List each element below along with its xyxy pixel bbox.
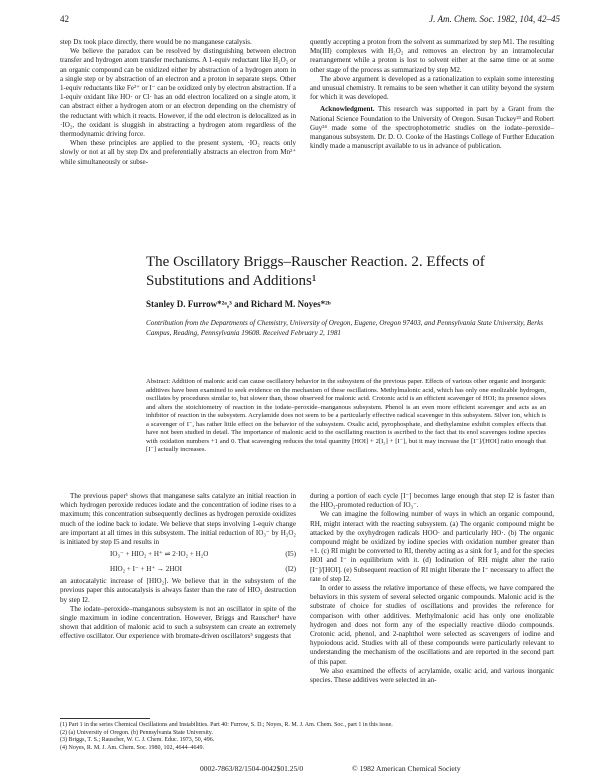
- copyright: © 1982 American Chemical Society: [352, 764, 461, 773]
- paragraph: during a portion of each cycle [I⁻] becomes large enough that step I2 is faster than the HIO₂-promoted reduction of IO₃⁻.: [310, 492, 554, 510]
- abstract-label: Abstract:: [146, 378, 171, 385]
- paragraph: When these principles are applied to the present system, ·IO₂ reacts only slowly or not at all by step Dx and preferentially abstracts an electron from Mn²⁺ while simultaneously or subse-: [60, 139, 296, 166]
- equation-number: (I5): [285, 550, 296, 559]
- body-right-column: [310, 492, 554, 685]
- footnote: (2) (a) University of Oregon. (b) Pennsylvania State University.: [60, 729, 213, 736]
- paragraph: We also examined the effects of acrylamide, oxalic acid, and various inorganic species. These additives were selected in an-: [310, 666, 554, 685]
- page-footer: [60, 764, 554, 774]
- equation-number: (I2): [285, 565, 296, 574]
- acknowledgment-text: This research was supported in part by a Grant from the National Science Foundation to the University of Oregon. Susan Tuckey²³ and Robert Guy²⁴ made some of the spectrophotometric studies on the iodate–peroxide–manganous subsystem. Dr. D. O. Cooke of the Hastings College of Further Education kindly made a manuscript available to us in advance of publication.: [310, 105, 554, 151]
- abstract: [146, 378, 546, 455]
- article-code: 0002-7863/82/1504-0042$01.25/0: [200, 764, 304, 773]
- paragraph: an autocatalytic increase of [HIO₂]. We believe that in the subsystem of the previous paper this autocatalysis is always faster than the rate of HIO₂ destruction by step I2.: [60, 577, 296, 604]
- paragraph: We can imagine the following number of ways in which an organic compound, RH, might interact with the reacting subsystem. (a) The organic compound might be attacked by the oxyhydrogen radicals HOO· and particularly HO·. (b) The organic compound might be oxidized by iodine species with oxidation number greater than +1. (c) RI might be converted to RI, thereby acting as a sink for I₂ and for the species HOI and I⁻ in equilibrium with it. (d) Iodination of RH might alter the ratio [I⁻]/[HOI]. (e) Subsequent reaction of RI might liberate the I⁻ necessary to affect the rate of step I2.: [310, 510, 554, 583]
- paragraph: step Dx took place directly, there would be no manganese catalysis.: [60, 38, 252, 46]
- paragraph: The previous paper¹ shows that manganese salts catalyze an initial reaction in which hydrogen peroxide reduces iodate and the concentration of iodine rises to a maximum; this concentration subsequently declines as hydrogen peroxide oxidizes much of the iodine back to iodate. We believe that steps involving 1-equiv change are important at all times in this subsystem. The initial reduction of IO₃⁻ by H₂O₂ is initiated by step I5 and results in: [60, 492, 296, 547]
- paragraph: quently accepting a proton from the solvent as summarized by step M1. The resulting Mn(III) complexes with H₂O₂ and removes an electron by an intramolecular rearrangement while a proton is lost to solvent either at the same time or at some other stage of the process as summarized by step M2.: [310, 38, 554, 74]
- running-header: [60, 14, 560, 28]
- footnote: (4) Noyes, R. M. J. Am. Chem. Soc. 1980, 102, 4644–4649.: [60, 744, 204, 751]
- acknowledgment-label: Acknowledgment.: [320, 105, 375, 114]
- article-title-line: The Oscillatory Briggs–Rauscher Reaction. 2. Effects of: [146, 254, 485, 270]
- equation-formula: IO₃⁻ + HIO₂ + H⁺ ⇌ 2·IO₂ + H₂O: [110, 550, 209, 559]
- article-authors: Stanley D. Furrow*²ᵃ,³ and Richard M. Noyes*²ᵇ: [146, 299, 331, 309]
- paragraph: We believe the paradox can be resolved by distinguishing between electron transfer and hydrogen atom transfer mechanisms. A 1-equiv reductant like H₂O₂ or an organic compound can be oxidized either by abstraction of a hydrogen atom in a single step or by abstraction of an electron and a proton in separate steps. Other 1-equiv reductants like Fe²⁺ or I⁻ can be oxidized only by electron abstraction. If a 1-equiv oxidant like HO· or Cl· has an odd electron localized on a single atom, it can abstract either a hydrogen atom or an electron depending on the chemistry of the reductant with which it reacts. However, if the odd electron is delocalized as in ·IO₂, the oxidant is sluggish in abstracting a hydrogen atom regardless of the thermodynamic driving force.: [60, 47, 296, 139]
- footnotes: [60, 722, 393, 752]
- footnote: (1) Part 1 in the series Chemical Oscillations and Instabilities. Part 40: Furrow, S. D.; Noyes, R. M. J. Am. Chem. Soc., part 1 in this issue.: [60, 722, 393, 728]
- journal-citation: J. Am. Chem. Soc. 1982, 104, 42–45: [429, 14, 560, 24]
- paragraph: The iodate–peroxide–manganous subsystem is not an oscillator in spite of the single maximum in iodine concentration. However, Briggs and Rauscher⁴ have shown that addition of malonic acid to such a subsystem can create an extremely effective oscillator. Our experience with bromate-driven oscillators⁵ suggests that: [60, 604, 296, 641]
- footnote: (3) Briggs, T. S.; Rauscher, W. C. J. Chem. Educ. 1973, 50, 496.: [60, 737, 215, 744]
- equation-i5: [60, 547, 296, 562]
- equation-formula: HIO₂ + I⁻ + H⁺ → 2HOI: [110, 565, 182, 574]
- body-left-column: [60, 492, 296, 642]
- paragraph: The above argument is developed as a rationalization to explain some interesting and unusual chemistry. It remains to be seen whether it can utility beyond the system for which it was developed.: [310, 74, 554, 102]
- acknowledgment: [310, 105, 554, 151]
- page-number: 42: [60, 14, 69, 24]
- footnote-divider: [60, 718, 150, 719]
- paragraph: In order to assess the relative importance of these effects, we have compared the behaviors in this system of several selected organic compounds. Malonic acid is the substrate of choice for studies of oscillations and provides the reference for comparison with other additives. Methylmalonic acid has only one enolizable hydrogen and does not form any of the especially reactive diiodo compounds. Crotonic acid, phenol, and 2-naphthol were selected as scavengers of iodine and hypoiodous acid. Studies with all of these compounds were particularly relevant to understanding the mechanism of the oscillations and are reported in the second part of this paper.: [310, 584, 554, 666]
- contribution-affiliation: Contribution from the Departments of Chemistry, University of Oregon, Eugene, Oregon 97403, and Pennsylvania State University, Berks Campus, Reading, Pennsylvania 19608. Received February 2, 1981: [146, 319, 544, 337]
- equation-i2: [60, 562, 296, 577]
- previous-article-right-column: [310, 38, 554, 151]
- article-title: [146, 253, 546, 291]
- article-title-line: Substitutions and Additions¹: [146, 273, 317, 289]
- abstract-text: Addition of malonic acid can cause oscillatory behavior in the subsystem of the previous paper. Effects of various other organic and inorganic additives have been examined to seek evidence on the mechanism of these oscillations. Methylmalonic acid, which has only one enolizable hydrogen, oscillates by procedures similar to, but slower than, those observed for malonic acid. Crotonic acid is an efficient scavenger of HOI; its presence slows and alters the stoichiometry of reaction in the iodate–peroxide–manganous subsystem. Phenol is an even more efficient scavenger and acts as an inhibitor of reaction in the subsystem. Acrylamide does not seem to be a particularly effective radical scavenger in this subsystem. Silver ion, which is a scavenger of I⁻, has rather little effect on the behavior of the subsystem. Oxalic acid, pyrophosphate, and diethylamine exhibit complex effects that have not been studied in detail. The importance of malonic acid to the oscillating reaction is ascribed to the fact that its enol scavenges iodine species with oxidation numbers +1 and 0. That scavenging reduces the total quantity [HOI] + 2[I₂] + [I⁻], but it may increase the [I⁻]/[HOI] ratio enough that [I⁻] actually increases.: [146, 378, 546, 453]
- previous-article-left-column: [60, 38, 296, 167]
